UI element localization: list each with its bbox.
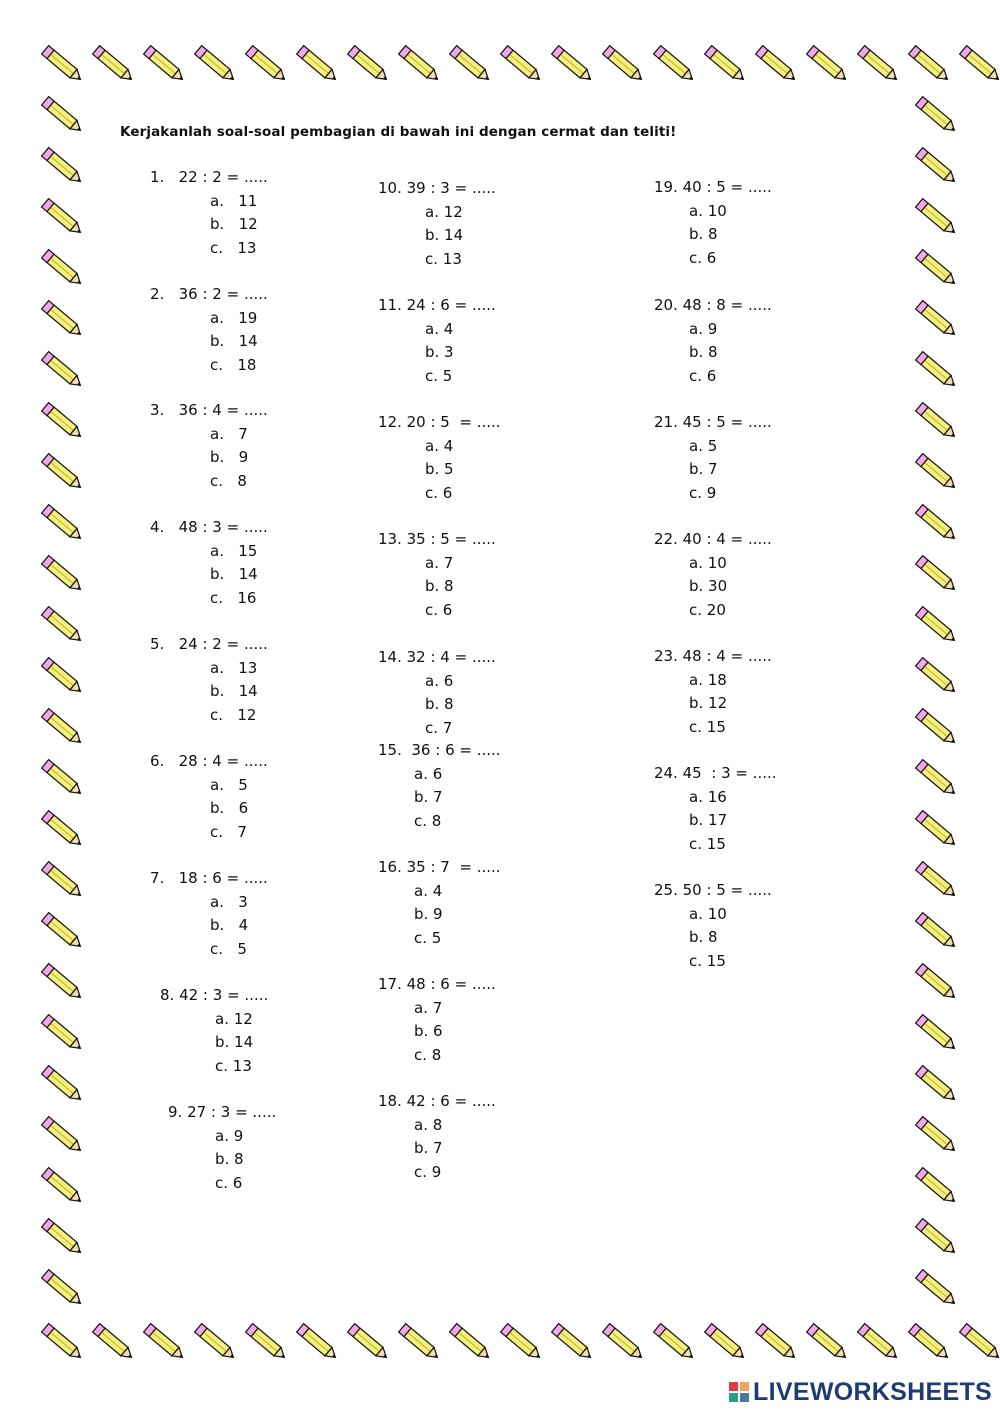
pencil-icon	[603, 46, 645, 84]
pencil-icon	[42, 1015, 84, 1053]
pencil-icon	[195, 1324, 237, 1362]
pencil-icon	[916, 709, 958, 747]
option-a[interactable]: a. 5	[210, 775, 248, 794]
question-stem: 2. 36 : 2 = .....	[150, 285, 268, 303]
question-stem: 13. 35 : 5 = .....	[378, 530, 496, 548]
option-c[interactable]: c. 20	[689, 600, 726, 619]
pencil-icon	[42, 250, 84, 288]
option-c[interactable]: c. 13	[425, 249, 462, 268]
option-c[interactable]: c. 6	[689, 366, 717, 385]
pencil-icon	[916, 862, 958, 900]
pencil-icon	[916, 1015, 958, 1053]
option-b[interactable]: b. 4	[210, 916, 249, 934]
option-c[interactable]: c. 15	[689, 717, 726, 736]
question-stem: 11. 24 : 6 = .....	[378, 296, 496, 314]
pencil-icon	[909, 46, 951, 84]
pencil-icon	[705, 1324, 747, 1362]
question-stem: 15. 36 : 6 = .....	[378, 741, 501, 759]
pencil-icon	[916, 556, 958, 594]
logo-square-icon	[740, 1393, 749, 1402]
question-stem: 25. 50 : 5 = .....	[654, 881, 772, 899]
pencil-icon	[42, 1219, 84, 1257]
pencil-icon	[93, 1324, 135, 1362]
question-stem: 7. 18 : 6 = .....	[150, 869, 268, 887]
question-5	[150, 633, 268, 727]
pencil-icon	[916, 607, 958, 645]
option-c[interactable]: c. 9	[689, 483, 717, 502]
logo-square-icon	[729, 1393, 738, 1402]
option-c[interactable]: c. 5	[425, 366, 453, 385]
pencil-icon	[42, 607, 84, 645]
question-25	[654, 879, 772, 973]
option-c[interactable]: c. 5	[414, 928, 442, 947]
pencil-icon	[916, 454, 958, 492]
option-c[interactable]: c. 6	[215, 1173, 243, 1192]
pencil-icon	[42, 811, 84, 849]
pencil-icon	[807, 1324, 849, 1362]
pencil-icon	[42, 403, 84, 441]
option-b[interactable]: b. 8	[215, 1150, 244, 1168]
pencil-icon	[399, 46, 441, 84]
option-c[interactable]: c. 8	[414, 1045, 442, 1064]
pencil-icon	[42, 1168, 84, 1206]
pencil-icon	[144, 1324, 186, 1362]
option-c[interactable]: c. 18	[210, 355, 257, 374]
instruction-text: Kerjakanlah soal-soal pembagian di bawah ini dengan cermat dan teliti!	[120, 124, 677, 140]
brand-name: LIVEWORKSHEETS	[753, 1377, 992, 1406]
question-11	[378, 294, 496, 388]
pencil-icon	[42, 199, 84, 237]
pencil-icon	[144, 46, 186, 84]
question-9	[168, 1101, 276, 1195]
option-a[interactable]: a. 4	[425, 436, 454, 455]
pencil-icon	[450, 46, 492, 84]
option-a[interactable]: a. 18	[689, 670, 727, 689]
pencil-icon	[916, 913, 958, 951]
option-c[interactable]: c. 8	[414, 811, 442, 830]
option-a[interactable]: a. 7	[210, 424, 248, 443]
pencil-icon	[42, 709, 84, 747]
pencil-icon	[654, 46, 696, 84]
option-b[interactable]: b. 8	[425, 695, 454, 713]
pencil-icon	[42, 1324, 84, 1362]
question-8	[160, 984, 268, 1078]
pencil-icon	[42, 1117, 84, 1155]
option-a[interactable]: a. 4	[414, 881, 443, 900]
question-20	[654, 294, 772, 388]
option-b[interactable]: b. 7	[689, 460, 718, 478]
pencil-icon	[654, 1324, 696, 1362]
option-c[interactable]: c. 13	[215, 1056, 252, 1075]
question-22	[654, 528, 772, 622]
question-4	[150, 516, 268, 610]
pencil-icon	[916, 301, 958, 339]
pencil-icon	[42, 1066, 84, 1104]
option-a[interactable]: a. 11	[210, 191, 258, 210]
pencil-icon	[916, 1219, 958, 1257]
question-6	[150, 750, 268, 844]
pencil-icon	[42, 658, 84, 696]
option-a[interactable]: a. 8	[414, 1115, 443, 1134]
question-stem: 22. 40 : 4 = .....	[654, 530, 772, 548]
pencil-icon	[916, 1117, 958, 1155]
pencil-icon	[552, 46, 594, 84]
pencil-icon	[916, 505, 958, 543]
option-c[interactable]: c. 6	[689, 248, 717, 267]
question-16	[378, 856, 501, 950]
pencil-icon	[297, 1324, 339, 1362]
liveworksheets-logo[interactable]	[729, 1377, 992, 1407]
option-b[interactable]: b. 8	[425, 577, 454, 595]
option-b[interactable]: b. 6	[210, 799, 249, 817]
option-a[interactable]: a. 19	[210, 308, 258, 327]
pencil-icon	[246, 46, 288, 84]
pencil-icon	[916, 1270, 958, 1308]
option-a[interactable]: a. 13	[210, 658, 258, 677]
option-b[interactable]: b. 7	[414, 788, 443, 806]
option-c[interactable]: c. 12	[210, 705, 257, 724]
question-13	[378, 528, 496, 622]
pencil-icon	[916, 760, 958, 798]
option-a[interactable]: a. 10	[689, 553, 727, 572]
pencil-icon	[916, 250, 958, 288]
question-7	[150, 867, 268, 961]
option-b[interactable]: b. 5	[425, 460, 454, 478]
pencil-icon	[195, 46, 237, 84]
question-2	[150, 283, 268, 377]
pencil-icon	[42, 913, 84, 951]
pencil-icon	[807, 46, 849, 84]
pencil-icon	[858, 46, 900, 84]
question-10	[378, 177, 496, 271]
pencil-icon	[552, 1324, 594, 1362]
question-3	[150, 399, 268, 493]
pencil-icon	[42, 505, 84, 543]
pencil-icon	[42, 97, 84, 135]
option-a[interactable]: a. 3	[210, 892, 248, 911]
pencil-icon	[916, 964, 958, 1002]
option-b[interactable]: b. 14	[210, 565, 258, 583]
option-c[interactable]: c. 6	[425, 483, 453, 502]
question-1	[150, 166, 268, 260]
pencil-icon	[42, 46, 84, 84]
option-a[interactable]: a. 9	[215, 1126, 244, 1145]
option-b[interactable]: b. 7	[414, 1139, 443, 1157]
pencil-icon	[501, 1324, 543, 1362]
pencil-icon	[916, 1168, 958, 1206]
option-b[interactable]: b. 14	[210, 682, 258, 700]
question-stem: 5. 24 : 2 = .....	[150, 635, 268, 653]
question-18	[378, 1090, 496, 1184]
option-b[interactable]: b. 8	[689, 928, 718, 946]
pencil-icon	[960, 1324, 1000, 1362]
option-c[interactable]: c. 6	[425, 600, 453, 619]
pencil-icon	[916, 352, 958, 390]
pencil-icon	[705, 46, 747, 84]
pencil-icon	[960, 46, 1000, 84]
option-a[interactable]: a. 10	[689, 904, 727, 923]
pencil-icon	[756, 1324, 798, 1362]
pencil-icon	[42, 1270, 84, 1308]
question-stem: 17. 48 : 6 = .....	[378, 975, 496, 993]
question-21	[654, 411, 772, 505]
pencil-icon	[916, 1066, 958, 1104]
logo-grid-icon	[729, 1382, 749, 1402]
pencil-icon	[501, 46, 543, 84]
question-stem: 4. 48 : 3 = .....	[150, 518, 268, 536]
pencil-icon	[603, 1324, 645, 1362]
pencil-icon	[348, 1324, 390, 1362]
pencil-icon	[42, 556, 84, 594]
pencil-icon	[916, 148, 958, 186]
pencil-icon	[42, 352, 84, 390]
question-stem: 18. 42 : 6 = .....	[378, 1092, 496, 1110]
pencil-icon	[42, 148, 84, 186]
question-24	[654, 762, 777, 856]
question-stem: 19. 40 : 5 = .....	[654, 178, 772, 196]
question-stem: 10. 39 : 3 = .....	[378, 179, 496, 197]
question-stem: 14. 32 : 4 = .....	[378, 648, 496, 666]
option-c[interactable]: c. 5	[210, 939, 247, 958]
question-stem: 24. 45 : 3 = .....	[654, 764, 777, 782]
option-a[interactable]: a. 6	[425, 671, 454, 690]
pencil-icon	[297, 46, 339, 84]
question-stem: 6. 28 : 4 = .....	[150, 752, 268, 770]
option-b[interactable]: b. 8	[689, 225, 718, 243]
logo-square-icon	[740, 1382, 749, 1391]
option-a[interactable]: a. 16	[689, 787, 727, 806]
pencil-icon	[756, 46, 798, 84]
pencil-icon	[42, 964, 84, 1002]
question-stem: 8. 42 : 3 = .....	[160, 986, 269, 1004]
pencil-icon	[93, 46, 135, 84]
option-b[interactable]: b. 14	[425, 226, 464, 244]
option-c[interactable]: c. 9	[414, 1162, 442, 1181]
question-12	[378, 411, 501, 505]
option-b[interactable]: b. 6	[414, 1022, 443, 1040]
option-b[interactable]: b. 3	[425, 343, 454, 361]
question-14	[378, 646, 496, 740]
pencil-icon	[246, 1324, 288, 1362]
question-stem: 9. 27 : 3 = .....	[168, 1103, 277, 1121]
option-a[interactable]: a. 5	[689, 436, 718, 455]
pencil-icon	[450, 1324, 492, 1362]
option-b[interactable]: b. 12	[689, 694, 728, 712]
logo-square-icon	[729, 1382, 738, 1391]
question-15	[378, 739, 501, 833]
pencil-icon	[909, 1324, 951, 1362]
pencil-icon	[42, 454, 84, 492]
question-stem: 3. 36 : 4 = .....	[150, 401, 268, 419]
option-b[interactable]: b. 30	[689, 577, 728, 595]
pencil-icon	[916, 403, 958, 441]
question-stem: 12. 20 : 5 = .....	[378, 413, 501, 431]
option-a[interactable]: a. 7	[425, 553, 454, 572]
pencil-icon	[916, 199, 958, 237]
option-b[interactable]: b. 17	[689, 811, 728, 829]
pencil-icon	[42, 301, 84, 339]
option-b[interactable]: b. 8	[689, 343, 718, 361]
option-b[interactable]: b. 9	[210, 448, 249, 466]
option-a[interactable]: a. 12	[215, 1009, 253, 1028]
question-stem: 23. 48 : 4 = .....	[654, 647, 772, 665]
pencil-icon	[916, 811, 958, 849]
option-c[interactable]: c. 15	[689, 834, 726, 853]
option-c[interactable]: c. 16	[210, 588, 257, 607]
option-c[interactable]: c. 7	[210, 822, 247, 841]
pencil-icon	[348, 46, 390, 84]
question-23	[654, 645, 772, 739]
option-a[interactable]: a. 12	[425, 202, 463, 221]
option-c[interactable]: c. 8	[210, 471, 247, 490]
question-19	[654, 176, 772, 270]
pencil-icon	[42, 862, 84, 900]
question-stem: 20. 48 : 8 = .....	[654, 296, 772, 314]
option-c[interactable]: c. 13	[210, 238, 257, 257]
option-b[interactable]: b. 14	[210, 332, 258, 350]
pencil-icon	[858, 1324, 900, 1362]
option-b[interactable]: b. 14	[215, 1033, 254, 1051]
question-17	[378, 973, 496, 1067]
pencil-icon	[916, 658, 958, 696]
option-a[interactable]: a. 7	[414, 998, 443, 1017]
option-a[interactable]: a. 4	[425, 319, 454, 338]
option-b[interactable]: b. 12	[210, 215, 258, 233]
option-a[interactable]: a. 9	[689, 319, 718, 338]
option-c[interactable]: c. 7	[425, 718, 453, 737]
question-stem: 1. 22 : 2 = .....	[150, 168, 268, 186]
pencil-icon	[916, 97, 958, 135]
question-stem: 16. 35 : 7 = .....	[378, 858, 501, 876]
pencil-icon	[42, 760, 84, 798]
option-c[interactable]: c. 15	[689, 951, 726, 970]
option-a[interactable]: a. 15	[210, 541, 258, 560]
option-a[interactable]: a. 10	[689, 201, 727, 220]
pencil-icon	[399, 1324, 441, 1362]
option-a[interactable]: a. 6	[414, 764, 443, 783]
question-stem: 21. 45 : 5 = .....	[654, 413, 772, 431]
option-b[interactable]: b. 9	[414, 905, 443, 923]
